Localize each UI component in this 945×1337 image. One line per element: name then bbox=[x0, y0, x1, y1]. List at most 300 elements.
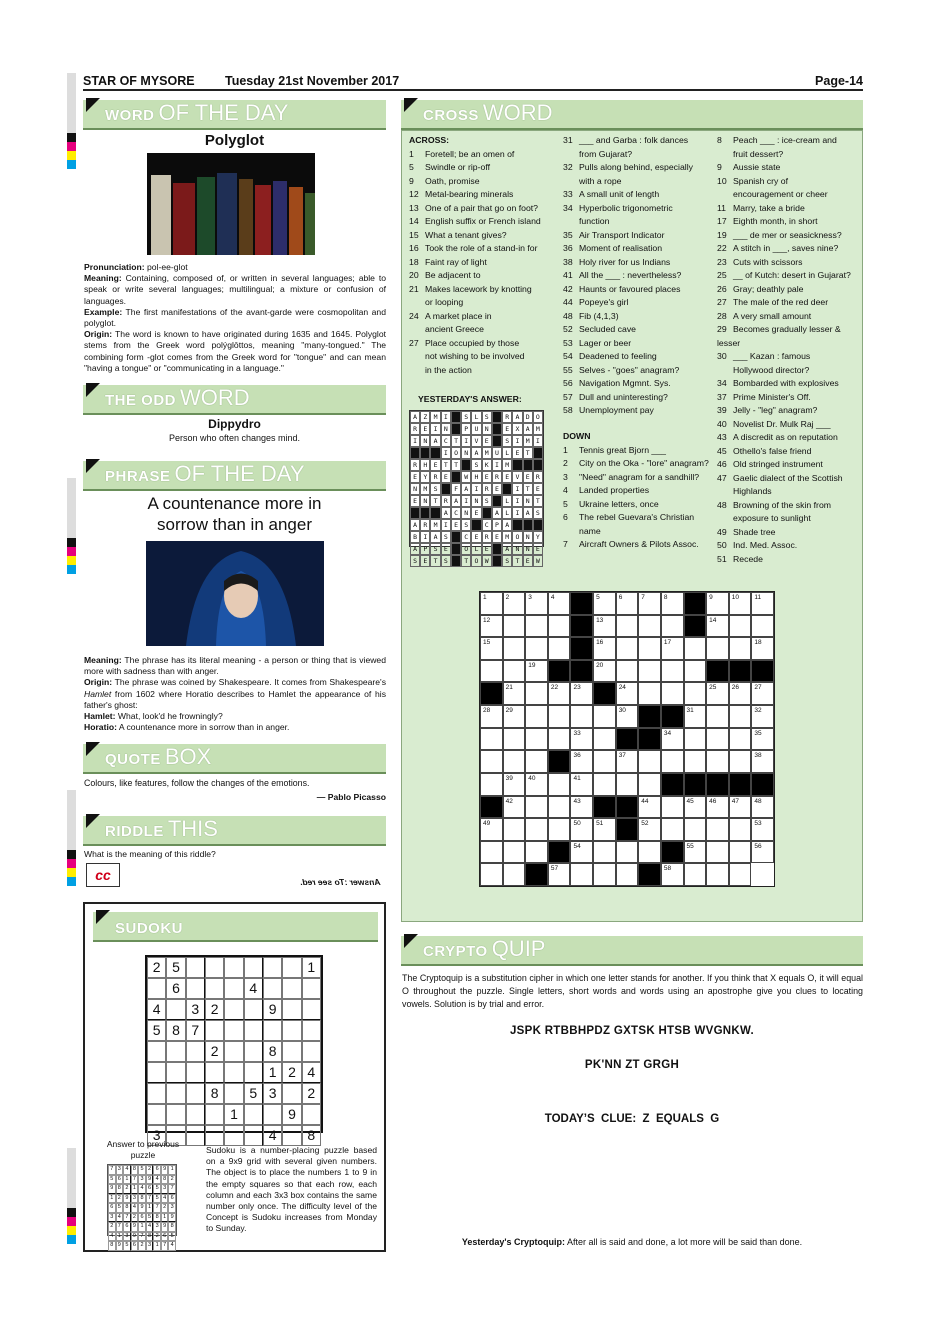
crossword-cell[interactable]: 39 bbox=[503, 773, 526, 796]
sudoku-cell[interactable]: 9 bbox=[263, 999, 282, 1020]
crossword-cell[interactable] bbox=[525, 615, 548, 638]
crossword-cell[interactable]: 37 bbox=[616, 750, 639, 773]
clue-number: 11 bbox=[717, 202, 727, 213]
sudoku-cell[interactable] bbox=[166, 1104, 185, 1125]
crossword-cell[interactable] bbox=[480, 728, 503, 751]
clue-text: function bbox=[579, 216, 610, 226]
clue-text: Foretell; be an omen of bbox=[425, 148, 515, 159]
clue-number: 1 bbox=[409, 148, 414, 159]
yesterday-cell: C bbox=[441, 435, 451, 447]
crossword-cell[interactable]: 9 bbox=[706, 592, 729, 615]
yesterday-cell: N bbox=[441, 423, 451, 435]
crossword-cell[interactable]: 24 bbox=[616, 682, 639, 705]
sudoku-cell[interactable]: 8 bbox=[302, 1125, 321, 1146]
crossword-cell[interactable]: 17 bbox=[661, 637, 684, 660]
sudoku-cell[interactable]: 4 bbox=[244, 978, 263, 999]
crossword-cell[interactable]: 30 bbox=[616, 705, 639, 728]
crossword-cell[interactable] bbox=[638, 773, 661, 796]
crossword-cell[interactable] bbox=[503, 615, 526, 638]
crossword-black-cell bbox=[570, 615, 593, 638]
crossword-cell[interactable] bbox=[593, 750, 616, 773]
crossword-black-cell bbox=[548, 750, 571, 773]
crossword-cell[interactable]: 14 bbox=[706, 615, 729, 638]
crossword-cell[interactable] bbox=[729, 705, 752, 728]
clue-text: English suffix or French island bbox=[425, 216, 541, 226]
sudoku-cell[interactable] bbox=[302, 1020, 321, 1041]
crossword-cell[interactable] bbox=[570, 705, 593, 728]
crossword-cell[interactable] bbox=[706, 705, 729, 728]
sudoku-cell[interactable]: 3 bbox=[186, 999, 205, 1020]
sudoku-cell[interactable] bbox=[224, 1020, 243, 1041]
clue-item bbox=[717, 418, 862, 432]
sudoku-cell[interactable] bbox=[166, 1083, 185, 1104]
sudoku-cell[interactable] bbox=[302, 999, 321, 1020]
crossword-cell[interactable] bbox=[684, 728, 707, 751]
horatio-line: A countenance more in sorrow than in anger. bbox=[116, 722, 290, 733]
sudoku-cell[interactable] bbox=[205, 1062, 224, 1083]
clue-item bbox=[563, 323, 713, 337]
sudoku-cell[interactable] bbox=[205, 957, 224, 978]
sudoku-answer-cell: 2 bbox=[161, 1203, 169, 1213]
sudoku-cell[interactable]: 9 bbox=[282, 1104, 301, 1125]
yesterday-cell: M bbox=[523, 435, 533, 447]
crossword-cell[interactable]: 36 bbox=[570, 750, 593, 773]
sudoku-cell[interactable] bbox=[244, 1062, 263, 1083]
cryptoquip-banner bbox=[401, 936, 863, 966]
crossword-cell[interactable] bbox=[503, 728, 526, 751]
clue-text: Cuts with scissors bbox=[733, 256, 803, 267]
yesterday-cell: E bbox=[410, 495, 420, 507]
crossword-black-cell bbox=[684, 592, 707, 615]
sudoku-cell[interactable] bbox=[302, 1041, 321, 1062]
crossword-cell[interactable]: 51 bbox=[593, 818, 616, 841]
crossword-cell[interactable] bbox=[593, 773, 616, 796]
sudoku-cell[interactable] bbox=[302, 978, 321, 999]
yesterday-cell: N bbox=[410, 483, 420, 495]
sudoku-answer-cell: 1 bbox=[161, 1213, 169, 1223]
crossword-cell[interactable] bbox=[480, 660, 503, 683]
yesterday-cell: E bbox=[533, 483, 543, 495]
crossword-cell[interactable]: 49 bbox=[480, 818, 503, 841]
crossword-cell[interactable] bbox=[525, 637, 548, 660]
crossword-cell[interactable]: 23 bbox=[570, 682, 593, 705]
sudoku-cell[interactable]: 5 bbox=[147, 1020, 166, 1041]
crossword-cell[interactable]: 6 bbox=[616, 592, 639, 615]
sudoku-cell[interactable] bbox=[205, 978, 224, 999]
crossword-cell[interactable] bbox=[729, 728, 752, 751]
crossword-cell[interactable]: 58 bbox=[661, 863, 684, 886]
yesterday-cell: I bbox=[441, 519, 451, 531]
yesterday-cell: E bbox=[451, 519, 461, 531]
crossword-cell[interactable] bbox=[616, 615, 639, 638]
crossword-cell[interactable]: 18 bbox=[751, 637, 774, 660]
clue-text: A discredit as on reputation bbox=[733, 432, 838, 442]
crossword-cell[interactable] bbox=[548, 637, 571, 660]
crossword-cell[interactable] bbox=[661, 818, 684, 841]
sudoku-cell[interactable]: 3 bbox=[147, 1125, 166, 1146]
crossword-cell[interactable] bbox=[548, 728, 571, 751]
down-clues-1 bbox=[563, 430, 713, 552]
crossword-cell[interactable]: 10 bbox=[729, 592, 752, 615]
sudoku-cell[interactable]: 2 bbox=[147, 957, 166, 978]
clue-item bbox=[563, 175, 713, 189]
crossword-cell[interactable] bbox=[570, 863, 593, 886]
crossword-cell[interactable]: 52 bbox=[638, 818, 661, 841]
crossword-cell[interactable] bbox=[503, 863, 526, 886]
crossword-cell[interactable]: 47 bbox=[729, 796, 752, 819]
sudoku-cell[interactable] bbox=[263, 957, 282, 978]
crossword-cell[interactable]: 55 bbox=[684, 841, 707, 864]
crossword-cell[interactable] bbox=[751, 615, 774, 638]
sudoku-cell[interactable] bbox=[282, 999, 301, 1020]
clue-text: Took the role of a stand-in for bbox=[425, 243, 538, 253]
crossword-cell[interactable] bbox=[480, 773, 503, 796]
yesterday-black-cell bbox=[441, 483, 451, 495]
sudoku-cell[interactable]: 2 bbox=[282, 1062, 301, 1083]
yesterday-cell: T bbox=[512, 555, 522, 567]
crossword-cell[interactable]: 56 bbox=[751, 841, 774, 864]
crossword-banner bbox=[401, 100, 863, 130]
yesterday-cell: I bbox=[512, 435, 522, 447]
crossword-cell[interactable] bbox=[480, 750, 503, 773]
crossword-cell[interactable] bbox=[548, 796, 571, 819]
crossword-cell[interactable]: 13 bbox=[593, 615, 616, 638]
sudoku-cell[interactable] bbox=[282, 1125, 301, 1146]
sudoku-answer-cell: 7 bbox=[146, 1194, 154, 1204]
sudoku-cell[interactable] bbox=[205, 1104, 224, 1125]
crossword-cell[interactable] bbox=[638, 615, 661, 638]
crossword-cell[interactable]: 26 bbox=[729, 682, 752, 705]
sudoku-cell[interactable] bbox=[263, 1020, 282, 1041]
sudoku-cell[interactable]: 8 bbox=[263, 1041, 282, 1062]
crossword-cell[interactable]: 42 bbox=[503, 796, 526, 819]
sudoku-cell[interactable] bbox=[147, 978, 166, 999]
sudoku-cell[interactable] bbox=[224, 1083, 243, 1104]
yesterday-cell: V bbox=[512, 471, 522, 483]
sudoku-cell[interactable]: 1 bbox=[224, 1104, 243, 1125]
yesterday-cell: O bbox=[512, 531, 522, 543]
sudoku-cell[interactable] bbox=[282, 957, 301, 978]
crossword-black-cell bbox=[729, 660, 752, 683]
sudoku-cell[interactable] bbox=[147, 1104, 166, 1125]
crossword-cell[interactable] bbox=[548, 615, 571, 638]
crossword-cell[interactable] bbox=[525, 750, 548, 773]
sudoku-cell[interactable] bbox=[186, 1041, 205, 1062]
sudoku-answer-cell: 3 bbox=[123, 1232, 131, 1242]
crossword-cell[interactable] bbox=[503, 750, 526, 773]
yesterday-cell: I bbox=[410, 435, 420, 447]
clue-item bbox=[563, 525, 713, 539]
sudoku-cell[interactable] bbox=[263, 1104, 282, 1125]
sudoku-cell[interactable] bbox=[244, 1020, 263, 1041]
clue-item bbox=[717, 499, 862, 513]
clue-item bbox=[563, 134, 713, 148]
crossword-cell[interactable] bbox=[525, 728, 548, 751]
crossword-cell[interactable] bbox=[616, 841, 639, 864]
sudoku-cell[interactable] bbox=[186, 957, 205, 978]
clue-text: Spanish cry of bbox=[733, 175, 789, 186]
sudoku-cell[interactable] bbox=[282, 978, 301, 999]
sudoku-cell[interactable] bbox=[282, 1083, 301, 1104]
crossword-cell[interactable] bbox=[593, 841, 616, 864]
yesterday-cell: S bbox=[441, 531, 451, 543]
crossword-cell[interactable] bbox=[661, 796, 684, 819]
yesterday-cell: N bbox=[523, 531, 533, 543]
clue-text: Browning of the skin from bbox=[733, 499, 832, 510]
sudoku-cell[interactable] bbox=[147, 1083, 166, 1104]
banner-small: RIDDLE bbox=[105, 823, 164, 840]
clue-item bbox=[563, 404, 713, 418]
crossword-cell[interactable] bbox=[480, 841, 503, 864]
crossword-cell[interactable] bbox=[706, 863, 729, 886]
crossword-cell[interactable]: 2 bbox=[503, 592, 526, 615]
corner-triangle-icon bbox=[86, 459, 100, 473]
crossword-cell[interactable] bbox=[593, 728, 616, 751]
crossword-cell[interactable] bbox=[525, 796, 548, 819]
crossword-cell[interactable]: 1 bbox=[480, 592, 503, 615]
sudoku-cell[interactable] bbox=[224, 999, 243, 1020]
sudoku-cell[interactable] bbox=[186, 1062, 205, 1083]
sudoku-cell[interactable]: 4 bbox=[263, 1125, 282, 1146]
crossword-cell[interactable] bbox=[706, 841, 729, 864]
crossword-cell[interactable]: 57 bbox=[548, 863, 571, 886]
crossword-cell[interactable] bbox=[548, 773, 571, 796]
crossword-cell[interactable]: 28 bbox=[480, 705, 503, 728]
clue-text: Hollywood director? bbox=[733, 364, 810, 375]
crossword-cell[interactable]: 22 bbox=[548, 682, 571, 705]
yesterday-cell: R bbox=[482, 531, 492, 543]
crossword-cell[interactable]: 16 bbox=[593, 637, 616, 660]
crossword-cell[interactable] bbox=[503, 660, 526, 683]
crossword-cell[interactable] bbox=[706, 637, 729, 660]
crossword-cell[interactable] bbox=[729, 750, 752, 773]
sudoku-answer-cell: 5 bbox=[116, 1203, 124, 1213]
crossword-cell[interactable]: 8 bbox=[661, 592, 684, 615]
crossword-cell[interactable] bbox=[684, 863, 707, 886]
yesterday-cell: A bbox=[471, 447, 481, 459]
crossword-cell[interactable]: 25 bbox=[706, 682, 729, 705]
crossword-cell[interactable] bbox=[593, 863, 616, 886]
crossword-cell[interactable] bbox=[525, 682, 548, 705]
crossword-cell[interactable] bbox=[525, 818, 548, 841]
yesterday-cell: N bbox=[482, 423, 492, 435]
sudoku-cell[interactable] bbox=[186, 978, 205, 999]
crossword-cell[interactable] bbox=[616, 660, 639, 683]
crossword-cell[interactable] bbox=[548, 818, 571, 841]
sudoku-cell[interactable] bbox=[224, 1041, 243, 1062]
clue-item bbox=[409, 202, 559, 216]
clue-text: The male of the red deer bbox=[733, 297, 829, 307]
crossword-cell[interactable]: 20 bbox=[593, 660, 616, 683]
crossword-cell[interactable]: 35 bbox=[751, 728, 774, 751]
crossword-cell[interactable] bbox=[706, 818, 729, 841]
yesterday-cell: E bbox=[492, 531, 502, 543]
crossword-cell[interactable] bbox=[503, 637, 526, 660]
example-label: Example: bbox=[84, 306, 123, 317]
origin-text: The word is known to have originated during 1635 and 1645. Polyglot stems from the Greek word polýglōttos, meaning "many-tongued." The combining form -glot comes from the Greek word for "tongue" and can mean "having a tongue" or "communicating in a language." bbox=[84, 329, 386, 373]
yesterday-cell: I bbox=[441, 447, 451, 459]
yesterday-cell: T bbox=[451, 459, 461, 471]
crossword-cell[interactable]: 46 bbox=[706, 796, 729, 819]
crossword-cell[interactable]: 40 bbox=[525, 773, 548, 796]
yesterday-cell: R bbox=[420, 519, 430, 531]
sudoku-cell[interactable] bbox=[166, 1041, 185, 1062]
crossword-cell[interactable]: 44 bbox=[638, 796, 661, 819]
yesterday-cell: I bbox=[533, 435, 543, 447]
sudoku-cell[interactable] bbox=[224, 978, 243, 999]
crossword-cell[interactable] bbox=[729, 863, 752, 886]
sudoku-cell[interactable]: 7 bbox=[186, 1020, 205, 1041]
sudoku-cell[interactable] bbox=[224, 957, 243, 978]
sudoku-cell[interactable] bbox=[282, 1041, 301, 1062]
sudoku-answer-cell: 6 bbox=[168, 1194, 176, 1204]
crossword-cell[interactable] bbox=[638, 660, 661, 683]
crossword-cell[interactable]: 45 bbox=[684, 796, 707, 819]
sudoku-cell[interactable] bbox=[147, 1041, 166, 1062]
crossword-cell[interactable] bbox=[638, 682, 661, 705]
crossword-cell[interactable]: 4 bbox=[548, 592, 571, 615]
crossword-cell[interactable] bbox=[661, 615, 684, 638]
clue-item bbox=[717, 472, 862, 486]
crossword-cell[interactable] bbox=[706, 728, 729, 751]
sudoku-cell[interactable]: 2 bbox=[205, 1041, 224, 1062]
sudoku-cell[interactable] bbox=[244, 1125, 263, 1146]
crossword-cell[interactable]: 29 bbox=[503, 705, 526, 728]
crossword-cell[interactable] bbox=[661, 682, 684, 705]
sudoku-cell[interactable] bbox=[186, 1104, 205, 1125]
sudoku-cell[interactable] bbox=[147, 1062, 166, 1083]
odd-word-meaning: Person who often changes mind. bbox=[168, 433, 301, 443]
crossword-cell[interactable] bbox=[616, 637, 639, 660]
crossword-cell[interactable]: 21 bbox=[503, 682, 526, 705]
sudoku-cell[interactable]: 1 bbox=[302, 957, 321, 978]
crossword-cell[interactable] bbox=[548, 705, 571, 728]
phrase-banner bbox=[83, 461, 386, 491]
sudoku-cell[interactable]: 8 bbox=[166, 1020, 185, 1041]
clue-text: ancient Greece bbox=[425, 324, 484, 334]
yesterday-cell: V bbox=[471, 435, 481, 447]
crossword-cell[interactable] bbox=[729, 615, 752, 638]
yesterday-cell: S bbox=[430, 543, 440, 555]
crossword-cell[interactable]: 32 bbox=[751, 705, 774, 728]
sudoku-cell[interactable] bbox=[166, 1062, 185, 1083]
sudoku-cell[interactable] bbox=[224, 1125, 243, 1146]
crossword-cell[interactable] bbox=[684, 818, 707, 841]
crossword-cell[interactable]: 5 bbox=[593, 592, 616, 615]
crossword-cell[interactable]: 3 bbox=[525, 592, 548, 615]
clue-item bbox=[563, 296, 713, 310]
crossword-cell[interactable]: 53 bbox=[751, 818, 774, 841]
crossword-cell[interactable] bbox=[638, 841, 661, 864]
crossword-cell[interactable] bbox=[638, 637, 661, 660]
yesterday-cell: Z bbox=[420, 411, 430, 423]
sudoku-cell[interactable] bbox=[205, 1125, 224, 1146]
sudoku-cell[interactable]: 6 bbox=[166, 978, 185, 999]
sudoku-cell[interactable] bbox=[244, 1104, 263, 1125]
crossword-cell[interactable]: 15 bbox=[480, 637, 503, 660]
yesterday-cell: E bbox=[410, 471, 420, 483]
clue-number: 24 bbox=[409, 310, 419, 321]
sudoku-cell[interactable] bbox=[282, 1020, 301, 1041]
sudoku-cell[interactable] bbox=[186, 1125, 205, 1146]
crossword-cell[interactable]: 7 bbox=[638, 592, 661, 615]
crossword-cell[interactable] bbox=[684, 637, 707, 660]
sudoku-cell[interactable]: 3 bbox=[263, 1083, 282, 1104]
crossword-cell[interactable] bbox=[706, 750, 729, 773]
sudoku-cell[interactable] bbox=[244, 999, 263, 1020]
sudoku-cell[interactable]: 2 bbox=[302, 1083, 321, 1104]
sudoku-cell[interactable] bbox=[244, 1041, 263, 1062]
crossword-cell[interactable] bbox=[525, 705, 548, 728]
crossword-cell[interactable] bbox=[480, 863, 503, 886]
crossword-cell[interactable] bbox=[503, 818, 526, 841]
yesterday-black-cell bbox=[492, 495, 502, 507]
sudoku-cell[interactable]: 8 bbox=[205, 1083, 224, 1104]
crossword-cell[interactable] bbox=[616, 773, 639, 796]
crossword-cell[interactable] bbox=[661, 660, 684, 683]
yesterday-black-cell bbox=[451, 531, 461, 543]
crossword-cell[interactable] bbox=[729, 841, 752, 864]
sudoku-cell[interactable] bbox=[224, 1062, 243, 1083]
crossword-black-cell bbox=[570, 637, 593, 660]
yesterday-label: YESTERDAY'S ANSWER: bbox=[418, 394, 522, 404]
sudoku-cell[interactable] bbox=[186, 1083, 205, 1104]
sudoku-cell[interactable]: 4 bbox=[302, 1062, 321, 1083]
crossword-cell[interactable] bbox=[525, 841, 548, 864]
crossword-cell[interactable] bbox=[729, 818, 752, 841]
sudoku-cell[interactable] bbox=[205, 1020, 224, 1041]
crossword-cell[interactable]: 11 bbox=[751, 592, 774, 615]
crossword-cell[interactable] bbox=[593, 705, 616, 728]
crossword-cell[interactable] bbox=[684, 750, 707, 773]
sudoku-cell[interactable]: 1 bbox=[263, 1062, 282, 1083]
sudoku-cell[interactable] bbox=[263, 978, 282, 999]
corner-triangle-icon bbox=[404, 934, 418, 948]
crossword-cell[interactable]: 34 bbox=[661, 728, 684, 751]
sudoku-cell[interactable] bbox=[302, 1104, 321, 1125]
sudoku-cell[interactable]: 5 bbox=[244, 1083, 263, 1104]
crossword-cell[interactable]: 27 bbox=[751, 682, 774, 705]
crossword-cell[interactable] bbox=[638, 750, 661, 773]
crossword-cell[interactable]: 19 bbox=[525, 660, 548, 683]
sudoku-cell[interactable] bbox=[244, 957, 263, 978]
crossword-cell[interactable] bbox=[684, 660, 707, 683]
yesterday-cell: E bbox=[482, 435, 492, 447]
crossword-cell[interactable]: 38 bbox=[751, 750, 774, 773]
crossword-cell[interactable] bbox=[616, 863, 639, 886]
crossword-cell[interactable] bbox=[661, 750, 684, 773]
crossword-cell[interactable]: 50 bbox=[570, 818, 593, 841]
sudoku-cell[interactable]: 4 bbox=[147, 999, 166, 1020]
yesterday-cell: I bbox=[512, 507, 522, 519]
crossword-cell[interactable]: 41 bbox=[570, 773, 593, 796]
sudoku-cell[interactable]: 2 bbox=[205, 999, 224, 1020]
crossword-cell[interactable]: 54 bbox=[570, 841, 593, 864]
crossword-cell[interactable]: 12 bbox=[480, 615, 503, 638]
sudoku-cell[interactable] bbox=[166, 999, 185, 1020]
yesterday-cell: O bbox=[451, 447, 461, 459]
sudoku-cell[interactable]: 5 bbox=[166, 957, 185, 978]
crossword-cell[interactable] bbox=[684, 682, 707, 705]
crossword-cell[interactable]: 48 bbox=[751, 796, 774, 819]
sudoku-answer-cell: 9 bbox=[138, 1203, 146, 1213]
crossword-cell[interactable]: 33 bbox=[570, 728, 593, 751]
crossword-cell[interactable]: 43 bbox=[570, 796, 593, 819]
crossword-cell[interactable] bbox=[503, 841, 526, 864]
crossword-cell[interactable] bbox=[729, 637, 752, 660]
clue-text: Recede bbox=[733, 553, 763, 564]
crossword-cell[interactable]: 31 bbox=[684, 705, 707, 728]
